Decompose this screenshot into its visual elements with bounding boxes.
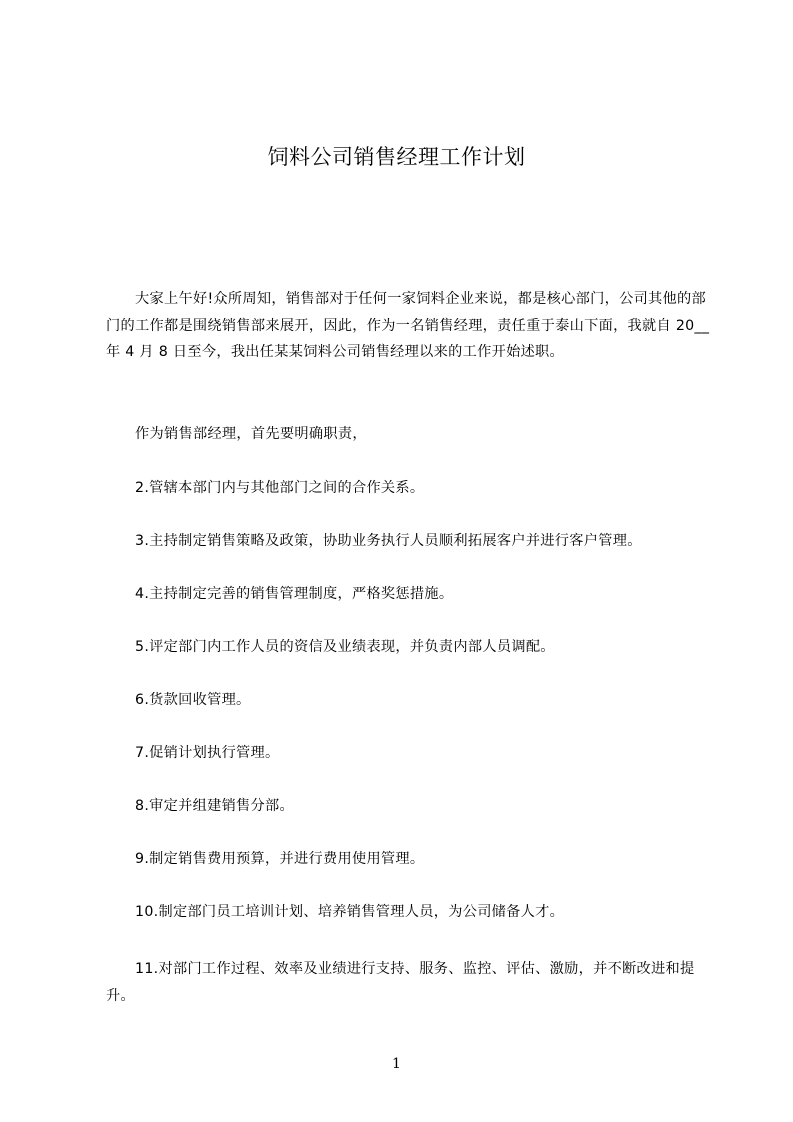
responsibility-intro: 作为销售部经理，首先要明确职责，: [135, 426, 367, 442]
list-item: 7.促销计划执行管理。: [135, 745, 280, 761]
list-item: 3.主持制定销售策略及政策，协助业务执行人员顺利拓展客户并进行客户管理。: [135, 533, 642, 549]
list-item: 6.货款回收管理。: [135, 692, 251, 708]
list-item: 2.管辖本部门内与其他部门之间的合作关系。: [135, 480, 425, 496]
list-item: 5.评定部门内工作人员的资信及业绩表现，并负责内部人员调配。: [135, 639, 555, 655]
list-item: 8.审定并组建销售分部。: [135, 798, 295, 814]
list-item: 4.主持制定完善的销售管理制度，严格奖惩措施。: [135, 586, 454, 602]
page-number: 1: [392, 1056, 401, 1072]
list-item: 10.制定部门员工培训计划、培养销售管理人员，为公司储备人才。: [135, 904, 565, 920]
document-title: 饲料公司销售经理工作计划: [267, 145, 526, 169]
list-item-11: 11.对部门工作过程、效率及业绩进行支持、服务、监控、评估、激励，并不断改进和提升。: [106, 961, 695, 1004]
intro-paragraph: 大家上午好!众所周知，销售部对于任何一家饲料企业来说，都是核心部门，公司其他的部门的工作都是围绕销售部来展开，因此，作为一名销售经理，责任重于泰山下面，我就自 20__年 4 月 8 日至今，我出任某某饲料公司销售经理以来的工作开始述职。: [106, 291, 710, 360]
list-item: 9.制定销售费用预算，并进行费用使用管理。: [135, 851, 425, 867]
